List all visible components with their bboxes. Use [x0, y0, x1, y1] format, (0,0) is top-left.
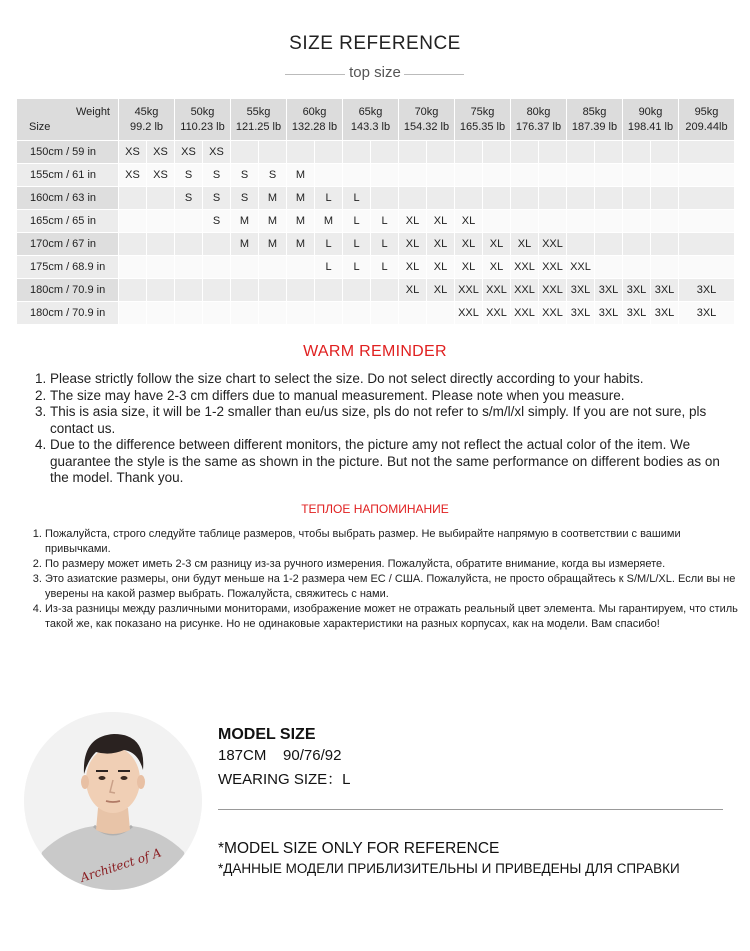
shirt-print-text: Architect of A	[78, 845, 163, 885]
size-cell	[259, 279, 287, 302]
weight-column-header	[287, 99, 343, 141]
size-cell	[483, 210, 511, 233]
size-cell	[203, 279, 231, 302]
size-cell: M	[231, 210, 259, 233]
size-cell	[679, 164, 735, 187]
size-cell	[567, 233, 595, 256]
size-cell	[427, 141, 455, 164]
size-cell: XL	[455, 210, 483, 233]
warm-reminder-ru-list	[32, 527, 745, 632]
size-cell: S	[203, 164, 231, 187]
size-cell: M	[287, 187, 315, 210]
size-cell: L	[315, 256, 343, 279]
model-portrait-illustration	[24, 712, 202, 890]
size-cell: XL	[483, 233, 511, 256]
warm-reminder-list	[33, 371, 740, 487]
size-label: Size	[29, 121, 51, 133]
size-cell: S	[259, 164, 287, 187]
size-cell: L	[343, 210, 371, 233]
size-cell	[567, 187, 595, 210]
model-measurements	[218, 747, 341, 764]
size-cell: XS	[119, 141, 147, 164]
size-cell: XL	[427, 256, 455, 279]
size-cell	[371, 164, 399, 187]
size-cell	[595, 164, 623, 187]
height-label: 180cm / 70.9 in	[17, 302, 119, 325]
weight-lb: 132.28 lb	[291, 120, 338, 133]
size-cell	[315, 302, 343, 325]
size-cell	[371, 141, 399, 164]
size-cell	[203, 233, 231, 256]
size-cell: XS	[147, 164, 175, 187]
weight-column-header	[455, 99, 511, 141]
warm-reminder-title: WARM REMINDER	[303, 343, 447, 360]
page-title: SIZE REFERENCE	[289, 33, 461, 54]
weight-lb: 165.35 lb	[459, 120, 506, 133]
size-cell	[427, 302, 455, 325]
size-cell: L	[371, 210, 399, 233]
weight-column-header	[511, 99, 567, 141]
size-cell: XS	[175, 141, 203, 164]
size-cell	[511, 164, 539, 187]
weight-kg: 60kg	[302, 105, 327, 118]
subtitle-row	[0, 64, 750, 84]
size-cell	[399, 141, 427, 164]
size-cell: XXL	[539, 233, 567, 256]
size-cell: L	[315, 233, 343, 256]
size-cell: XL	[427, 210, 455, 233]
size-cell: L	[315, 187, 343, 210]
size-cell	[119, 302, 147, 325]
size-cell: XL	[511, 233, 539, 256]
size-cell	[623, 210, 651, 233]
size-cell	[175, 256, 203, 279]
size-table-corner	[17, 99, 119, 141]
weight-kg: 50kg	[190, 105, 215, 118]
warm-reminder-item: 2. The size may have 2-3 cm differs due to manual measurement. Please note when you measure.	[50, 388, 740, 405]
size-cell	[175, 302, 203, 325]
size-cell	[679, 141, 735, 164]
size-cell	[539, 141, 567, 164]
weight-kg: 70kg	[414, 105, 439, 118]
size-cell	[455, 164, 483, 187]
model-body-measurements: 90/76/92	[283, 747, 342, 764]
size-table-row	[17, 256, 735, 279]
size-cell	[455, 187, 483, 210]
model-note-ru: *ДАННЫЕ МОДЕЛИ ПРИБЛИЗИТЕЛЬНЫ И ПРИВЕДЕНЫ ДЛЯ СПРАВКИ	[218, 861, 680, 876]
size-cell	[119, 256, 147, 279]
size-cell	[343, 302, 371, 325]
size-cell: 3XL	[623, 302, 651, 325]
model-size-title: MODEL SIZE	[218, 726, 316, 743]
height-label: 165cm / 65 in	[17, 210, 119, 233]
size-cell: 3XL	[651, 279, 679, 302]
weight-kg: 45kg	[134, 105, 159, 118]
size-table-header	[17, 99, 735, 141]
size-cell: XXL	[483, 279, 511, 302]
size-cell: XL	[399, 256, 427, 279]
size-cell: 3XL	[651, 302, 679, 325]
size-cell	[679, 187, 735, 210]
size-cell	[567, 210, 595, 233]
size-cell: M	[231, 233, 259, 256]
size-cell	[455, 141, 483, 164]
size-cell: 3XL	[567, 302, 595, 325]
size-cell: 3XL	[679, 302, 735, 325]
size-cell	[147, 210, 175, 233]
weight-lb: 110.23 lb	[180, 120, 225, 133]
weight-column-header	[119, 99, 175, 141]
model-height: 187CM	[218, 747, 267, 764]
size-cell	[651, 141, 679, 164]
size-table-row	[17, 279, 735, 302]
size-cell	[287, 279, 315, 302]
size-cell	[259, 256, 287, 279]
size-cell	[231, 141, 259, 164]
size-cell: 3XL	[595, 302, 623, 325]
weight-column-header	[231, 99, 287, 141]
size-cell: L	[371, 256, 399, 279]
size-cell: M	[287, 164, 315, 187]
size-cell	[623, 164, 651, 187]
size-cell	[175, 233, 203, 256]
size-table-row	[17, 187, 735, 210]
size-cell	[119, 279, 147, 302]
size-cell	[147, 256, 175, 279]
size-cell: XXL	[483, 302, 511, 325]
size-cell	[175, 279, 203, 302]
size-cell: XL	[399, 233, 427, 256]
size-cell: M	[259, 233, 287, 256]
height-label: 160cm / 63 in	[17, 187, 119, 210]
size-cell: XL	[399, 210, 427, 233]
size-cell: 3XL	[595, 279, 623, 302]
size-cell: 3XL	[679, 279, 735, 302]
size-cell	[539, 164, 567, 187]
height-label: 150cm / 59 in	[17, 141, 119, 164]
warm-reminder-item: 1. Please strictly follow the size chart to select the size. Do not select directly according to your habits.	[50, 371, 740, 388]
size-cell	[231, 256, 259, 279]
size-cell: L	[343, 187, 371, 210]
size-table-row	[17, 302, 735, 325]
size-cell	[539, 187, 567, 210]
subtitle-divider-right	[404, 74, 464, 75]
size-cell: S	[175, 187, 203, 210]
size-cell: XXL	[511, 279, 539, 302]
size-cell: XXL	[539, 256, 567, 279]
size-cell	[147, 279, 175, 302]
size-cell	[203, 302, 231, 325]
weight-kg: 85kg	[582, 105, 607, 118]
model-photo	[24, 712, 202, 890]
size-cell	[427, 164, 455, 187]
size-cell: M	[259, 187, 287, 210]
size-cell	[651, 210, 679, 233]
size-cell	[567, 141, 595, 164]
size-cell	[483, 141, 511, 164]
size-cell	[623, 141, 651, 164]
size-cell	[287, 302, 315, 325]
size-cell: XL	[455, 256, 483, 279]
size-cell: S	[203, 210, 231, 233]
weight-kg: 75kg	[470, 105, 495, 118]
size-cell	[651, 233, 679, 256]
size-cell: L	[343, 233, 371, 256]
size-cell	[119, 187, 147, 210]
size-cell	[651, 164, 679, 187]
size-cell	[567, 164, 595, 187]
size-cell	[371, 279, 399, 302]
size-cell	[203, 256, 231, 279]
size-cell	[231, 279, 259, 302]
size-cell	[259, 141, 287, 164]
size-cell	[119, 233, 147, 256]
height-label: 155cm / 61 in	[17, 164, 119, 187]
size-cell: XS	[147, 141, 175, 164]
weight-column-header	[567, 99, 623, 141]
weight-kg: 80kg	[526, 105, 551, 118]
size-cell: XL	[483, 256, 511, 279]
size-cell: XXL	[539, 279, 567, 302]
size-cell	[399, 164, 427, 187]
size-table-row	[17, 233, 735, 256]
size-cell: L	[371, 233, 399, 256]
size-cell	[483, 164, 511, 187]
size-table-row	[17, 164, 735, 187]
size-cell: XL	[427, 279, 455, 302]
weight-lb: 176.37 lb	[515, 120, 562, 133]
size-cell: XL	[427, 233, 455, 256]
size-cell: XXL	[455, 302, 483, 325]
size-table-row	[17, 141, 735, 164]
size-cell	[623, 187, 651, 210]
weight-lb: 209.44lb	[685, 120, 728, 133]
size-cell	[651, 256, 679, 279]
size-cell: XXL	[539, 302, 567, 325]
size-cell	[147, 302, 175, 325]
size-cell: M	[259, 210, 287, 233]
size-cell	[539, 210, 567, 233]
size-cell	[595, 141, 623, 164]
size-cell	[119, 210, 147, 233]
size-cell	[399, 187, 427, 210]
size-table-row	[17, 210, 735, 233]
size-cell: XXL	[511, 302, 539, 325]
weight-lb: 187.39 lb	[571, 120, 618, 133]
size-cell: XXL	[567, 256, 595, 279]
size-cell	[259, 302, 287, 325]
weight-lb: 198.41 lb	[627, 120, 674, 133]
size-cell: 3XL	[567, 279, 595, 302]
size-cell	[371, 187, 399, 210]
size-cell	[483, 187, 511, 210]
size-cell: M	[287, 233, 315, 256]
size-cell	[315, 164, 343, 187]
weight-column-header	[399, 99, 455, 141]
warm-reminder-ru-item: 1. Пожалуйста, строго следуйте таблице размеров, чтобы выбрать размер. Не выбирайте напрямую в соответствии с вашими привычками.	[45, 527, 745, 557]
size-cell	[343, 279, 371, 302]
size-cell	[399, 302, 427, 325]
weight-column-header	[343, 99, 399, 141]
size-cell: XXL	[511, 256, 539, 279]
size-cell	[595, 187, 623, 210]
size-cell	[427, 187, 455, 210]
weight-kg: 65kg	[358, 105, 383, 118]
weight-lb: 121.25 lb	[235, 120, 282, 133]
warm-reminder-ru-title: ТЕПЛОЕ НАПОМИНАНИЕ	[301, 502, 449, 516]
size-cell: S	[231, 187, 259, 210]
model-divider	[218, 809, 723, 810]
weight-kg: 95kg	[694, 105, 719, 118]
size-cell	[343, 141, 371, 164]
size-cell	[679, 233, 735, 256]
size-cell: M	[287, 210, 315, 233]
size-cell	[147, 233, 175, 256]
weight-kg: 90kg	[638, 105, 663, 118]
size-cell: S	[231, 164, 259, 187]
height-label: 180cm / 70.9 in	[17, 279, 119, 302]
size-cell	[595, 256, 623, 279]
size-cell	[623, 256, 651, 279]
model-wearing-size: WEARING SIZE：L	[218, 771, 351, 788]
size-cell	[315, 141, 343, 164]
size-cell	[595, 210, 623, 233]
size-cell	[679, 210, 735, 233]
size-cell	[175, 210, 203, 233]
warm-reminder-ru-item: 3. Это азиатские размеры, они будут меньше на 1-2 размера чем ЕС / США. Пожалуйста, не просто обращайтесь к S/M/L/XL. Если вы не уверены на какой размер выбрать. Пожалуйста, свяжитесь с нами.	[45, 572, 745, 602]
size-cell	[315, 279, 343, 302]
weight-column-header	[175, 99, 231, 141]
weight-kg: 55kg	[246, 105, 271, 118]
warm-reminder-ru-item: 4. Из-за разницы между различными мониторами, изображение может не отражать реальный цвет элемента. Мы гарантируем, что стиль такой же, как показано на рисунке. Но не одинаковые характеристики на разных корпусах, как на модели. Вам спасибо!	[45, 602, 745, 632]
size-cell: S	[175, 164, 203, 187]
size-cell: S	[203, 187, 231, 210]
weight-column-header	[623, 99, 679, 141]
size-cell: XS	[203, 141, 231, 164]
size-cell: XL	[399, 279, 427, 302]
size-cell: XL	[455, 233, 483, 256]
size-cell: 3XL	[623, 279, 651, 302]
size-cell	[231, 302, 259, 325]
size-cell: XXL	[455, 279, 483, 302]
warm-reminder-item: 4. Due to the difference between different monitors, the picture amy not reflect the actual color of the item. We guarantee the style is the same as shown in the picture. But not the same performance on different bodies as on the model. Thank you.	[50, 437, 740, 487]
size-cell: XS	[119, 164, 147, 187]
size-cell	[511, 187, 539, 210]
size-cell	[343, 164, 371, 187]
height-label: 175cm / 68.9 in	[17, 256, 119, 279]
size-cell	[287, 256, 315, 279]
weight-lb: 143.3 lb	[350, 120, 391, 133]
height-label: 170cm / 67 in	[17, 233, 119, 256]
weight-lb: 99.2 lb	[129, 120, 164, 133]
size-cell	[651, 187, 679, 210]
weight-lb: 154.32 lb	[403, 120, 450, 133]
size-cell	[147, 187, 175, 210]
size-cell	[595, 233, 623, 256]
size-cell	[287, 141, 315, 164]
size-cell	[511, 210, 539, 233]
size-cell	[511, 141, 539, 164]
size-cell: M	[315, 210, 343, 233]
size-cell	[679, 256, 735, 279]
page-subtitle: top size	[349, 64, 401, 81]
size-cell	[623, 233, 651, 256]
weight-label: Weight	[75, 106, 110, 118]
warm-reminder-ru-item: 2. По размеру может иметь 2-3 см разницу из-за ручного измерения. Пожалуйста, обратите внимание, когда вы измеряете.	[45, 557, 745, 572]
weight-column-header	[679, 99, 735, 141]
size-table	[16, 98, 735, 325]
size-cell	[371, 302, 399, 325]
model-note-en: *MODEL SIZE ONLY FOR REFERENCE	[218, 840, 500, 857]
warm-reminder-item: 3. This is asia size, it will be 1-2 smaller than eu/us size, pls do not refer to s/m/l/xl simply. If you are not sure, pls contact us.	[50, 404, 740, 437]
size-cell: L	[343, 256, 371, 279]
